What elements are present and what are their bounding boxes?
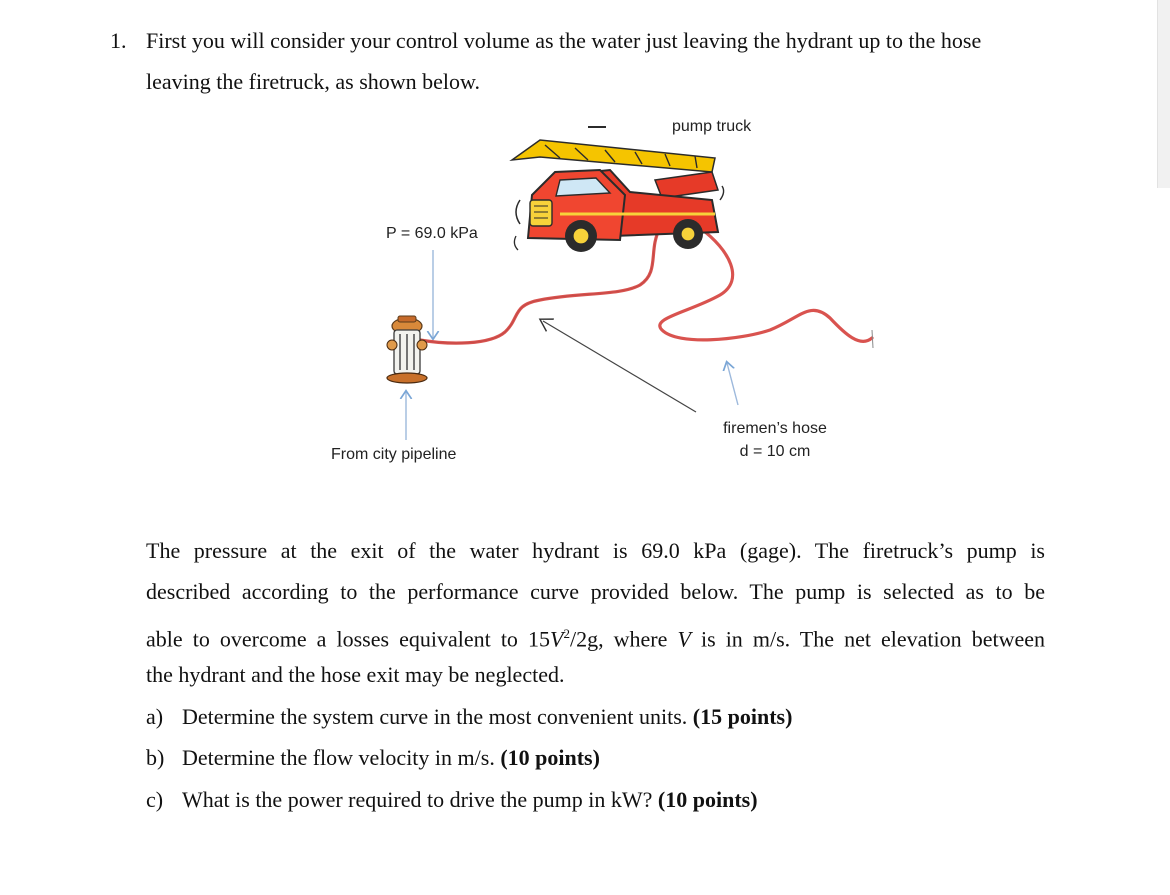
question-c-text: What is the power required to drive the pump in kW? <box>182 787 658 812</box>
problem-number: 1. <box>110 28 127 53</box>
velocity-symbol: V <box>550 626 564 652</box>
intro-line-1: First you will consider your control volume as the water just leaving the hydrant up to the hose <box>146 28 982 53</box>
hose-pointer-arrow <box>727 363 738 405</box>
fire-hydrant-icon <box>387 316 427 383</box>
hose-name-label: firemen’s hose <box>723 420 827 437</box>
body-line-3-end: is in m/s. The net elevation between <box>690 626 1046 652</box>
question-b-text: Determine the flow velocity in m/s. <box>182 745 501 770</box>
body-line-3-start: able to overcome a losses equivalent to 15 <box>146 626 550 652</box>
body-line-3-mid: /2g, where <box>569 626 678 652</box>
question-b-points: (10 points) <box>500 745 600 770</box>
question-c <box>182 785 758 815</box>
pressure-label: P = 69.0 kPa <box>386 225 478 242</box>
question-c-points: (10 points) <box>657 787 758 812</box>
velocity-symbol-2: V <box>677 626 691 652</box>
pump-truck-label: pump truck <box>672 118 752 135</box>
question-a-letter: a) <box>146 704 164 729</box>
hose-diameter-label: d = 10 cm <box>739 443 811 460</box>
question-a <box>182 702 792 732</box>
question-b-letter: b) <box>146 745 165 770</box>
question-b <box>182 743 600 773</box>
body-line-2: described according to the performance curve provided below. The pump is selected as to be <box>146 579 1045 604</box>
body-line-4: the hydrant and the hose exit may be neglected. <box>146 662 565 687</box>
body-line-1: The pressure at the exit of the water hydrant is 69.0 kPa (gage). The firetruck’s pump is <box>146 538 1045 563</box>
fire-truck-icon <box>512 127 724 252</box>
question-c-letter: c) <box>146 787 164 812</box>
body-line-3 <box>146 619 1045 654</box>
city-pipeline-label: From city pipeline <box>331 446 457 463</box>
supply-hose <box>420 228 660 343</box>
question-a-points: (15 points) <box>692 704 793 729</box>
question-a-text: Determine the system curve in the most convenient units. <box>182 704 693 729</box>
intro-line-2: leaving the firetruck, as shown below. <box>146 69 480 94</box>
squared-superscript: 2 <box>563 626 570 641</box>
